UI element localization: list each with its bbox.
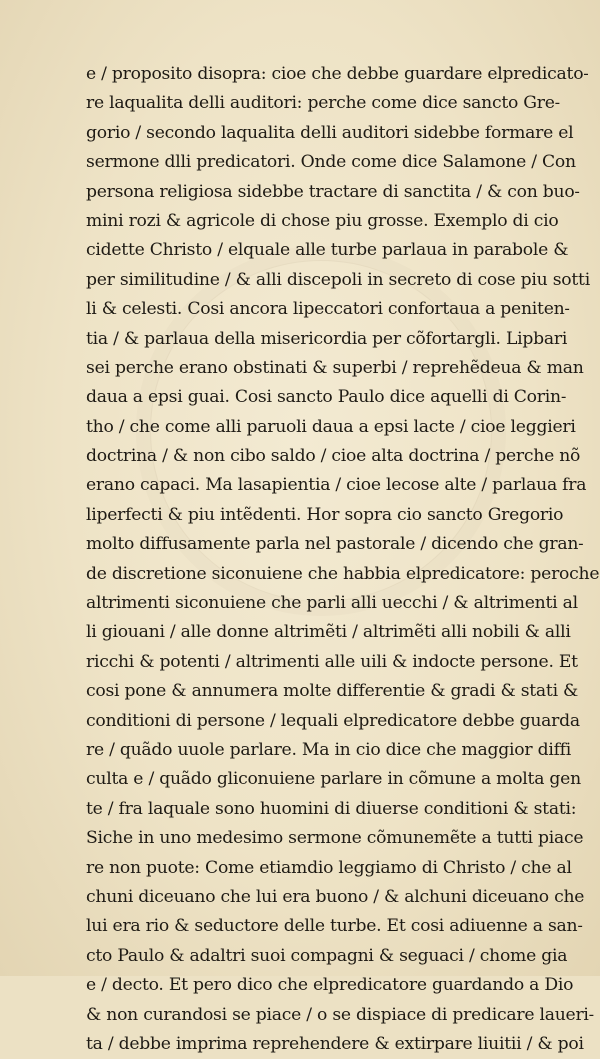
text-line: te / fra laquale sono huomini di diuerse conditioni & stati:: [86, 798, 577, 819]
text-line: doctrina / & non cibo saldo / cioe alta doctrina / perche nõ: [86, 446, 581, 467]
text-line: e / decto. Et pero dico che elpredicatore guardando a Dio: [86, 975, 574, 996]
text-line: altrimenti siconuiene che parli alli uecchi / & altrimenti al: [86, 593, 578, 614]
text-line: chuni diceuano che lui era buono / & alchuni diceuano che: [86, 886, 585, 907]
text-line: lui era rio & seductore delle turbe. Et cosi adiuenne a san˗: [86, 916, 583, 937]
text-line: molto diffusamente parla nel pastorale / dicendo che gran˗: [86, 534, 584, 555]
text-line: re / quãdo uuole parlare. Ma in cio dice che maggior diffi: [86, 739, 572, 760]
text-column: [86, 60, 600, 1059]
text-line: daua a epsi guai. Cosi sancto Paulo dice aquelli di Corin˗: [86, 387, 567, 408]
text-line: cosi pone & annumera molte differentie & gradi & stati &: [86, 681, 579, 702]
text-line: li & celesti. Cosi ancora lipeccatori confortaua a peniten˗: [86, 299, 570, 320]
text-line: Siche in uno medesimo sermone cõmunemẽte a tutti piace: [86, 828, 584, 849]
text-line: sei perche erano obstinati & superbi / reprehẽdeua & man: [86, 357, 584, 378]
text-line: conditioni di persone / lequali elpredicatore debbe guarda: [86, 710, 580, 731]
text-line: & non curandosi se piace / o se dispiace di predicare laueri˗: [86, 1004, 595, 1025]
text-line: e / proposito disopra: cioe che debbe guardare elpredicato˗: [86, 64, 589, 84]
text-line: ricchi & potenti / altrimenti alle uili & indocte persone. Et: [86, 651, 578, 672]
text-line: tia / & parlaua della misericordia per cõfortargli. Lipbari: [86, 328, 568, 349]
text-line: liperfecti & piu intẽdenti. Hor sopra cio sancto Gregorio: [86, 504, 564, 525]
text-line: cto Paulo & adaltri suoi compagni & seguaci / chome gia: [86, 945, 568, 966]
text-line: sermone dlli predicatori. Onde come dice Salamone / Con: [86, 152, 576, 173]
text-line: re non puote: Come etiamdio leggiamo di Christo / che al: [86, 857, 572, 878]
text-line: erano capaci. Ma lasapientia / cioe lecose alte / parlaua fra: [86, 475, 587, 496]
text-line: mini rozi & agricole di chose piu grosse. Exemplo di cio: [86, 210, 559, 231]
text-line: li giouani / alle donne altrimẽti / altrimẽti alli nobili & alli: [86, 622, 571, 643]
text-line: culta e / quãdo gliconuiene parlare in cõmune a molta gen: [86, 769, 581, 790]
text-line: per similitudine / & alli discepoli in secreto di cose piu sotti: [86, 269, 590, 290]
text-line: tho / che come alli paruoli daua a epsi lacte / cioe leggieri: [86, 416, 576, 437]
text-line: re laqualita delli auditori: perche come dice sancto Gre˗: [86, 93, 561, 114]
text-line: gorio / secondo laqualita delli auditori sidebbe formare el: [86, 122, 574, 143]
text-line: ta / debbe imprima reprehendere & extirpare liuitii / & poi: [86, 1033, 584, 1054]
text-line: cidette Christo / elquale alle turbe parlaua in parabole &: [86, 240, 569, 261]
text-line: de discretione siconuiene che habbia elpredicatore: peroche: [86, 563, 600, 584]
text-line: persona religiosa sidebbe tractare di sanctita / & con buo˗: [86, 181, 580, 202]
